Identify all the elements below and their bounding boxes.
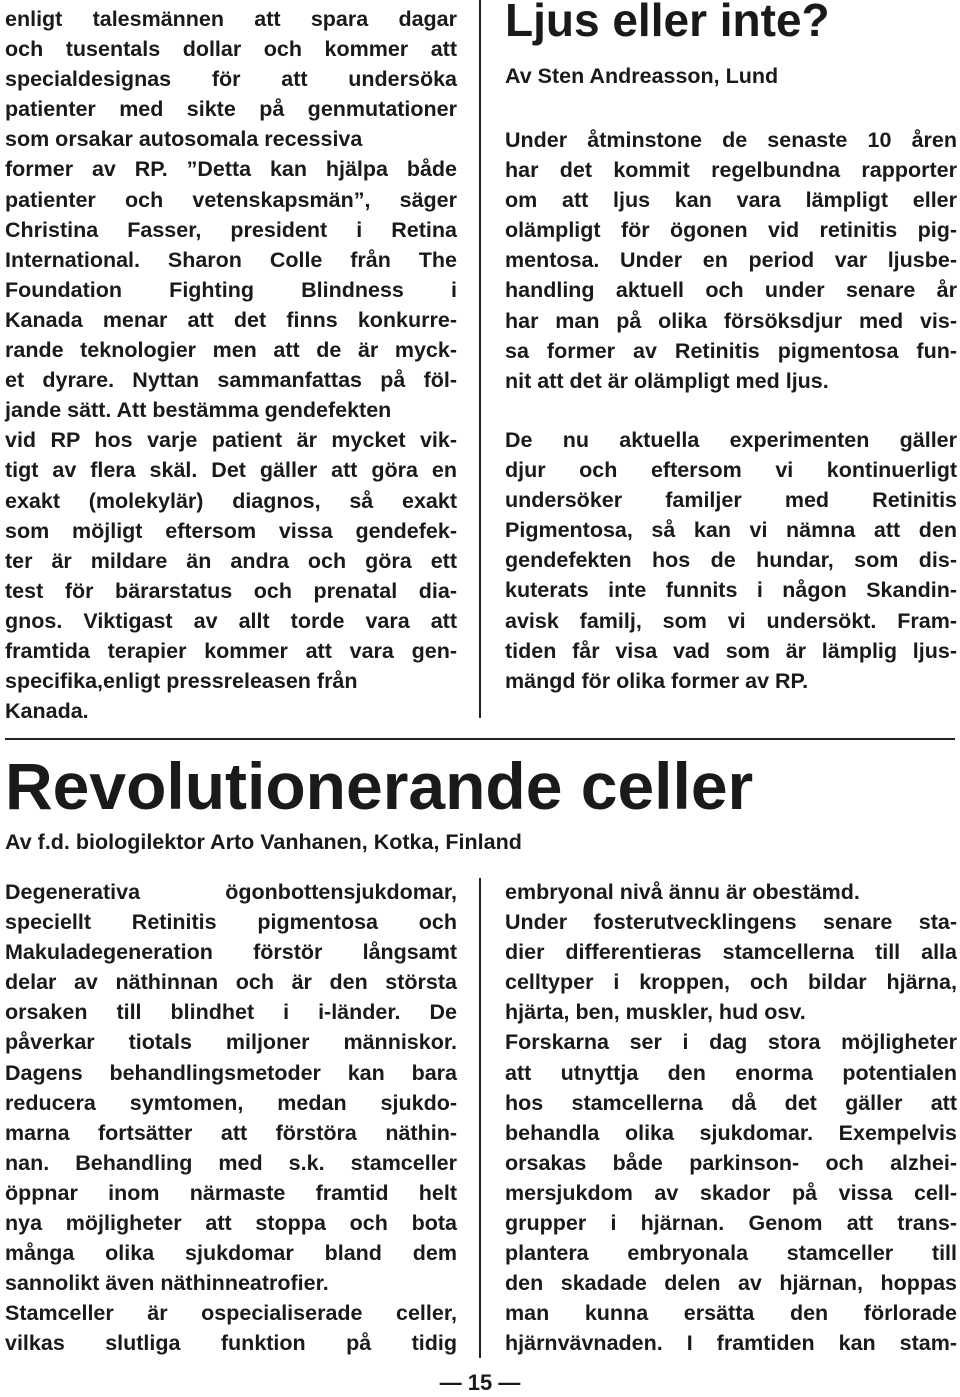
article-byline-ljus: Av Sten Andreasson, Lund [505,64,779,88]
text-line: reducera symtomen, medan sjukdo- [5,1090,457,1115]
text-line: nan. Behandling med s.k. stamceller [5,1150,457,1175]
text-line: exakt (molekylär) diagnos, så exakt [5,488,457,513]
upper-left-column [5,4,457,726]
revolutionerande-right-column [505,877,957,1359]
text-line: Under fosterutvecklingens senare sta- [505,910,957,935]
text-line: att utnyttja den enorma potentialen [505,1060,957,1085]
column-divider-upper [479,0,481,718]
text-line: Kanada. [5,699,89,724]
section-divider [5,738,955,740]
text-line: marna fortsätter att förstöra näthin- [5,1120,457,1145]
text-line: framtida terapier kommer att vara gen- [5,638,457,663]
text-line: enligt talesmännen att spara dagar [5,7,457,31]
text-line: De nu aktuella experimenten gäller [505,428,957,452]
text-line: Degenerativa ögonbottensjukdomar, [5,880,457,904]
text-line: ter är mildare än andra och göra ett [5,548,457,573]
text-line: hjärta, ben, muskler, hud osv. [505,1000,806,1025]
text-line: patienter med sikte på genmutationer [5,97,457,122]
text-line: et dyrare. Nyttan sammanfattas på föl- [5,368,457,393]
article-byline-revolutionerande: Av f.d. biologilektor Arto Vanhanen, Kotka, Finland [5,830,522,854]
text-line: tigt av flera skäl. Det gäller att göra en [5,458,457,483]
text-line: mersjukdom av skador på vissa cell- [505,1180,957,1205]
text-line: om att ljus kan vara lämpligt eller [505,188,957,213]
text-line: den skadade delen av hjärnan, hoppas [505,1271,957,1296]
text-line: patienter och vetenskapsmän”, säger [5,187,457,212]
text-line: vilkas slutliga funktion på tidig [5,1331,457,1356]
text-line: vid RP hos varje patient är mycket vik- [5,428,457,453]
text-line: olämpligt för ögonen vid retinitis pig- [505,218,957,243]
text-line: kuterats inte funnits i någon Skandin- [505,578,957,603]
text-line: Kanada menar att det finns konkurre- [5,307,457,332]
text-line: orsaken till blindhet i i-länder. De [5,1000,457,1025]
text-line: Foundation Fighting Blindness i [5,277,457,302]
text-line: avisk familj, som vi undersökt. Fram- [505,608,957,633]
text-line: har det kommit regelbundna rapporter [505,158,957,183]
text-line: har man på olika försöksdjur med vis- [505,308,957,333]
text-line: gendefekten hos de hundar, som dis- [505,548,957,573]
text-line: behandla olika sjukdomar. Exempelvis [505,1120,957,1145]
text-line: orsakas både parkinson- och alzhei- [505,1150,957,1175]
text-line: sa former av Retinitis pigmentosa fun- [505,338,957,363]
text-line: hjärnvävnaden. I framtiden kan stam- [505,1331,957,1356]
text-line: sannolikt även näthinneatrofier. [5,1271,329,1296]
text-line: test för bärarstatus och prenatal dia- [5,578,457,603]
page-number: — 15 — [439,1370,521,1395]
text-line: delar av näthinnan och är den största [5,970,457,995]
text-line: Dagens behandlingsmetoder kan bara [5,1060,457,1085]
text-line: embryonal nivå ännu är obestämd. [505,880,860,904]
text-line: som orsakar autosomala recessiva [5,127,363,152]
text-line: Pigmentosa, så kan vi nämna att den [505,518,957,543]
article-ljus-paragraph-1 [505,125,957,396]
text-line: Stamceller är ospecialiserade celler, [5,1301,457,1326]
revolutionerande-left-column [5,877,457,1359]
text-line: undersöker familjer med Retinitis [505,488,957,513]
text-line: mängd för olika former av RP. [505,668,809,693]
text-line: tiden får visa vad som är lämplig ljus- [505,638,957,663]
text-line: påverkar tiotals miljoner människor. [5,1030,457,1055]
text-line: mentosa. Under en period var ljusbe- [505,248,957,273]
text-line: jande sätt. Att bestämma gendefekten [5,398,392,423]
text-line: och tusentals dollar och kommer att [5,37,457,62]
text-line: dier differentieras stamcellerna till alla [505,940,957,965]
text-line: många olika sjukdomar bland dem [5,1241,457,1266]
text-line: Under åtminstone de senaste 10 åren [505,128,957,152]
text-line: gnos. Viktigast av allt torde vara att [5,608,457,633]
article-ljus-paragraph-2 [505,425,957,696]
text-line: plantera embryonala stamceller till [505,1241,957,1266]
article-title-ljus: Ljus eller inte? [505,0,830,46]
text-line: Christina Fasser, president i Retina [5,217,457,242]
text-line: som möjligt eftersom vissa gendefek- [5,518,457,543]
text-line: grupper i hjärnan. Genom att trans- [505,1211,957,1236]
article-title-revolutionerande: Revolutionerande celler [5,749,754,823]
text-line: nya möjligheter att stoppa och bota [5,1211,457,1236]
text-line: Makuladegeneration förstör långsamt [5,940,457,965]
text-line: öppnar inom närmaste framtid helt [5,1180,457,1205]
text-line: man kunna ersätta den förlorade [505,1301,957,1326]
text-line: specifika,enligt pressreleasen från [5,669,358,694]
text-line: Forskarna ser i dag stora möjligheter [505,1030,957,1055]
text-line: nit att det är olämpligt med ljus. [505,368,829,393]
text-line: International. Sharon Colle från The [5,247,457,272]
text-line: hos stamcellerna då det gäller att [505,1090,957,1115]
text-line: speciellt Retinitis pigmentosa och [5,910,457,935]
text-line: rande teknologier men att de är myck- [5,338,457,363]
text-line: specialdesignas för att undersöka [5,67,457,92]
text-line: djur och eftersom vi kontinuerligt [505,458,957,483]
column-divider-lower [479,878,481,1358]
text-line: celltyper i kroppen, och bildar hjärna, [505,970,957,995]
text-line: handling aktuell och under senare år [505,278,957,303]
text-line: former av RP. ”Detta kan hjälpa både [5,157,457,182]
